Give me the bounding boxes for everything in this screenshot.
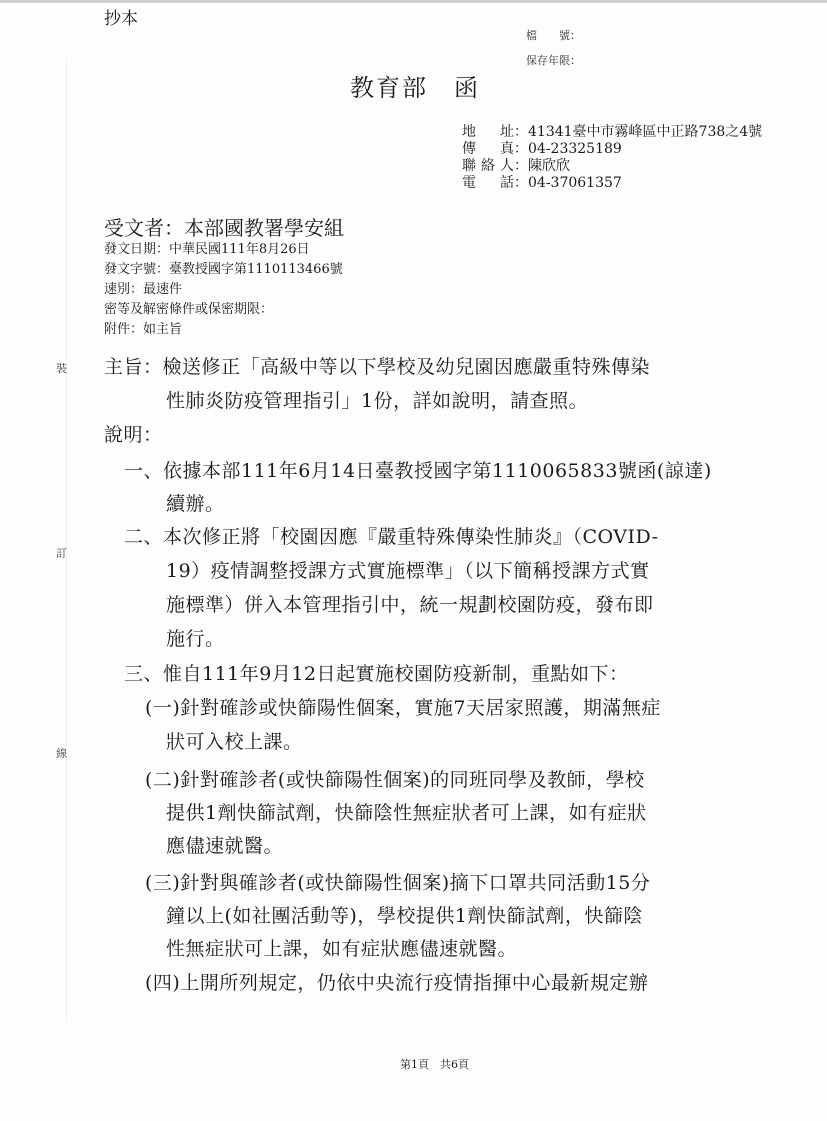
address-label: 地 址 — [462, 124, 514, 140]
sub-one-line-2: 狀可入校上課。 — [166, 731, 303, 753]
contact-phone: 電 話：04-37061357 — [462, 172, 622, 192]
sub-three-line-2: 鐘以上(如社團活動等)，學校提供1劑快篩試劑，快篩陰 — [166, 905, 643, 927]
page-footer: 第1頁 共6頁 — [400, 1058, 469, 1071]
margin-mark-xian: 線 — [56, 747, 67, 760]
retention-label: 保存年限： — [526, 54, 581, 67]
contact-address: 地 址：41341臺中市霧峰區中正路738之4號 — [462, 121, 762, 141]
phone-value: 04-37061357 — [528, 175, 622, 191]
attachment: 附件：如主旨 — [104, 322, 183, 337]
issue-date: 發文日期：中華民國111年8月26日 — [104, 242, 310, 257]
sub-two-line-1: (二)針對確診者(或快篩陽性個案)的同班同學及教師，學校 — [145, 769, 645, 791]
subject-line-1: 主旨：檢送修正「高級中等以下學校及幼兒園因應嚴重特殊傳染 — [104, 356, 651, 378]
item-three: 三、惟自111年9月12日起實施校園防疫新制，重點如下： — [124, 663, 629, 685]
margin-mark-ding: 訂 — [56, 547, 67, 560]
item-two-line-3: 施標準）併入本管理指引中，統一規劃校園防疫，發布即 — [166, 594, 654, 616]
top-edge — [0, 0, 827, 3]
delivery-speed: 速別：最速件 — [104, 282, 183, 297]
security-level: 密等及解密條件或保密期限： — [104, 302, 274, 317]
item-one-line-1: 一、依據本部111年6月14日臺教授國字第1110065833號函(諒達) — [124, 460, 712, 482]
file-number-label: 檔 號： — [526, 29, 581, 42]
sub-two-line-3: 應儘速就醫。 — [166, 835, 284, 857]
fax-label: 傳 真 — [462, 141, 514, 157]
document-title: 教育部 函 — [350, 74, 480, 102]
item-two-line-1: 二、本次修正將「校園因應『嚴重特殊傳染性肺炎』（COVID- — [124, 526, 659, 548]
fax-value: 04-23325189 — [528, 141, 622, 157]
contact-person: 聯絡人：陳欣欣 — [462, 155, 570, 175]
recipient: 受文者：本部國教署學安組 — [104, 216, 344, 240]
subject-line-2: 性肺炎防疫管理指引」1份，詳如說明，請查照。 — [166, 390, 589, 412]
margin-mark-zhuang: 裝 — [56, 362, 67, 375]
sub-one-line-1: (一)針對確診或快篩陽性個案，實施7天居家照護，期滿無症 — [145, 697, 661, 719]
contact-fax: 傳 真：04-23325189 — [462, 138, 622, 158]
sub-two-line-2: 提供1劑快篩試劑，快篩陰性無症狀者可上課，如有症狀 — [166, 802, 647, 824]
item-two-line-2: 19）疫情調整授課方式實施標準」（以下簡稱授課方式實 — [166, 560, 650, 582]
sub-three-line-1: (三)針對與確診者(或快篩陽性個案)摘下口罩共同活動15分 — [145, 872, 651, 894]
address-value: 41341臺中市霧峰區中正路738之4號 — [528, 124, 763, 140]
copy-mark: 抄本 — [104, 9, 138, 29]
document-number: 發文字號：臺教授國字第1110113466號 — [104, 262, 343, 277]
item-two-line-4: 施行。 — [166, 628, 225, 650]
person-value: 陳欣欣 — [528, 158, 570, 174]
binding-line — [66, 60, 67, 1020]
sub-four-line-1: (四)上開所列規定，仍依中央流行疫情指揮中心最新規定辦 — [145, 972, 649, 994]
person-label: 聯絡人 — [462, 158, 514, 174]
explanation-label: 說明： — [104, 424, 163, 446]
phone-label: 電 話 — [462, 175, 514, 191]
item-one-line-2: 續辦。 — [166, 493, 225, 515]
sub-three-line-3: 性無症狀可上課，如有症狀應儘速就醫。 — [166, 938, 518, 960]
